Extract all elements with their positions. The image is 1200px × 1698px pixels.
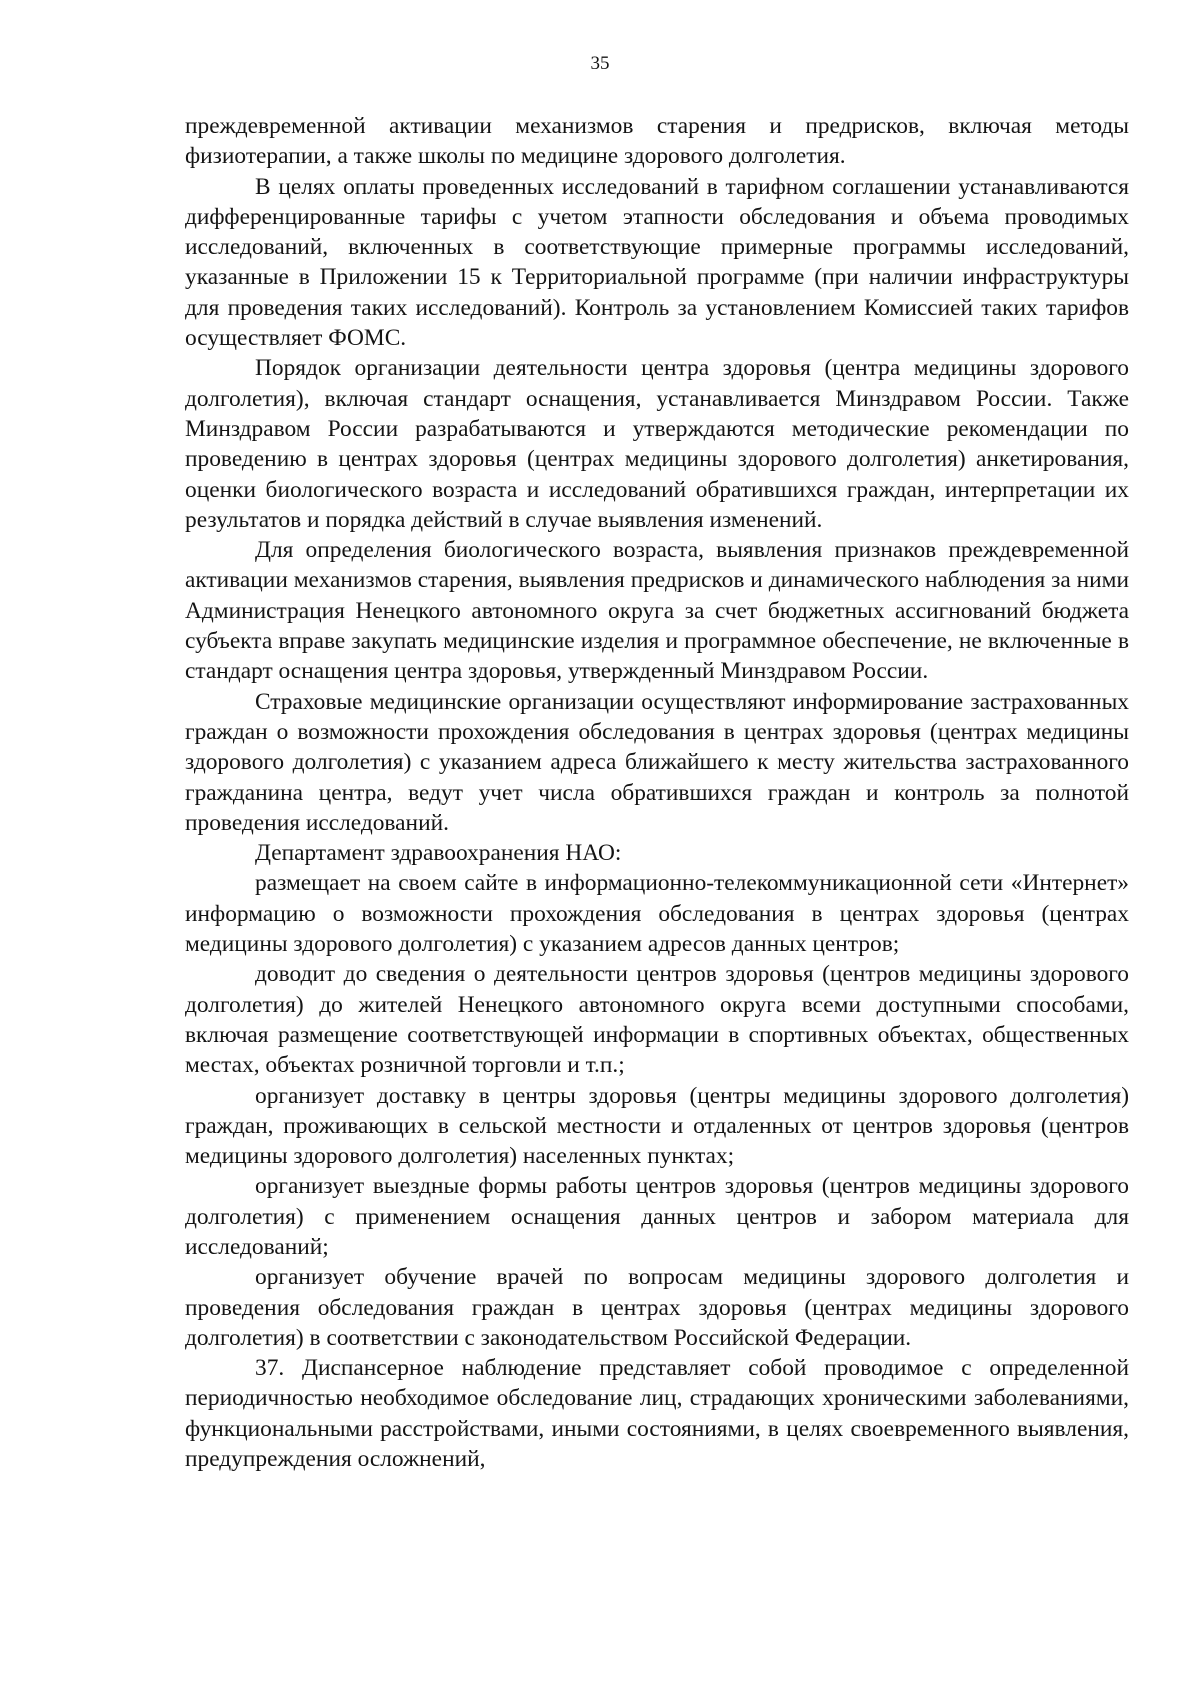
paragraph-health-center-procedure: Порядок организации деятельности центра здоровья (центра медицины здорового долголетия), включая стандарт оснащения, устанавливается Минздравом России. Также Минздравом России разрабатываются и утверждаются методические рекомендации по проведению в центрах здоровья (центрах медицины здорового долголетия) анкетирования, оценки биологического возраста и исследований обратившихся граждан, интерпретации их результатов и порядка действий в случае выявления изменений. [185, 355, 1129, 533]
paragraph-department-heading: Департамент здравоохранения НАО: [255, 840, 622, 867]
paragraph-section-37: 37. Диспансерное наблюдение представляет собой проводимое с определенной периодичностью необходимое обследование лиц, страдающих хроническими заболеваниями, функциональными расстройствами, иными состояниями, в целях своевременного выявления, предупреждения осложнений, [185, 1355, 1129, 1473]
list-item-inform-residents: доводит до сведения о деятельности центров здоровья (центров медицины здорового долголетия) до жителей Ненецкого автономного округа всеми доступными способами, включая размещение соответствующей информации в спортивных объектах, общественных местах, объектах розничной торговли и т.п.; [185, 961, 1129, 1079]
page-number: 35 [590, 53, 610, 74]
document-body [185, 111, 1129, 1474]
paragraph-biological-age: Для определения биологического возраста, выявления признаков преждевременной активации механизмов старения, выявления предрисков и динамического наблюдения за ними Администрация Ненецкого автономного округа за счет бюджетных ассигнований бюджета субъекта вправе закупать медицинские изделия и программное обеспечение, не включенные в стандарт оснащения центра здоровья, утвержденный Минздравом России. [185, 537, 1129, 685]
paragraph-continuation: преждевременной активации механизмов старения и предрисков, включая методы физиотерапии, а также школы по медицине здорового долголетия. [185, 113, 1129, 170]
list-item-field-work: организует выездные формы работы центров здоровья (центров медицины здорового долголетия) с применением оснащения данных центров и забором материала для исследований; [185, 1173, 1129, 1260]
paragraph-tariffs: В целях оплаты проведенных исследований в тарифном соглашении устанавливаются дифференцированные тарифы с учетом этапности обследования и объема проводимых исследований, включенных в соответствующие примерные программы исследований, указанные в Приложении 15 к Территориальной программе (при наличии инфраструктуры для проведения таких исследований). Контроль за установлением Комиссией таких тарифов осуществляет ФОМС. [185, 173, 1129, 352]
list-item-doctor-training: организует обучение врачей по вопросам медицины здорового долголетия и проведения обследования граждан в центрах здоровья (центрах медицины здорового долголетия) в соответствии с законодательством Российской Федерации. [185, 1264, 1129, 1351]
list-item-website: размещает на своем сайте в информационно-телекоммуникационной сети «Интернет» информацию о возможности прохождения обследования в центрах здоровья (центрах медицины здорового долголетия) с указанием адресов данных центров; [185, 870, 1129, 958]
list-item-delivery: организует доставку в центры здоровья (центры медицины здорового долголетия) граждан, проживающих в сельской местности и отдаленных от центров здоровья (центров медицины здорового долголетия) населенных пунктах; [185, 1082, 1129, 1170]
paragraph-insurance-organizations: Страховые медицинские организации осуществляют информирование застрахованных граждан о возможности прохождения обследования в центрах здоровья (центрах медицины здорового долголетия) с указанием адреса ближайшего к месту жительства застрахованного гражданина центра, ведут учет числа обратившихся граждан и контроль за полнотой проведения исследований. [185, 688, 1129, 836]
